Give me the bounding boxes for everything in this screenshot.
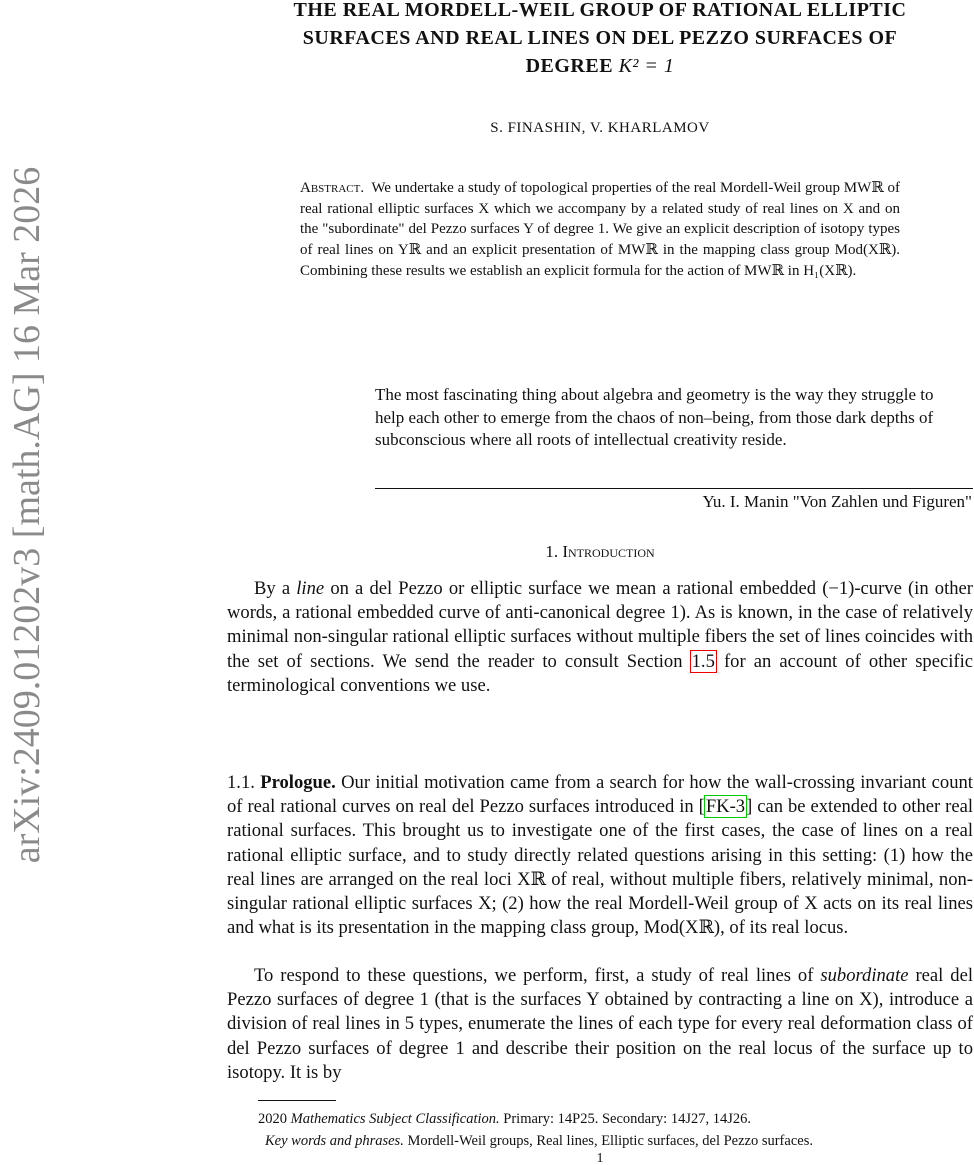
footnote-msc bbox=[258, 1108, 973, 1130]
text: can be extended to other real rational surfaces. This brought us to investigate one of the first cases, the case of lines on a real rational elliptic surface, and to study directly related questions arising in this setting: (1) how the real lines are arranged on the real loci Xℝ of real, without multiple fibers, relatively minimal, non-singular rational elliptic surfaces X; (2) how the real Mordell-Weil group of X acts on its real lines and what is its presentation in the mapping class group, Mod(Xℝ), of its real locus. bbox=[227, 796, 974, 939]
text: To respond to these questions, we perform, first, a study of real lines of bbox=[254, 965, 814, 986]
paragraph bbox=[227, 577, 973, 698]
epigraph-text: The most fascinating thing about algebra and geometry is the way they struggle to help each other to emerge from the chaos of non–being, from those dark depths of subconscious where all roots of intellectual creativity reside. bbox=[375, 385, 934, 449]
arxiv-stamp: arXiv:2409.01202v3 [math.AG] 16 Mar 2026 bbox=[6, 166, 48, 864]
text: Key words and phrases. bbox=[265, 1133, 404, 1149]
text: Mathematics Subject Classification. bbox=[290, 1111, 500, 1127]
text: real del Pezzo surfaces of degree 1 (that is the surfaces Y obtained by contracting a line on X), introduce a division of real lines in 5 types, enumerate the lines of each type for every real deformation class of del Pezzo surfaces of degree 1 and describe their position on the real locus of the surface up to isotopy. It is by bbox=[227, 965, 973, 1083]
paragraph bbox=[227, 964, 973, 1085]
text: on a del Pezzo or elliptic surface we mean a rational embedded (−1)-curve (in other words, a rational embedded curve of anti-canonical degree 1). As is known, in the case of relatively minimal non-singular rational elliptic surfaces without multiple fibers the set of lines coincides with the set of sections. We send the reader to consult Section bbox=[227, 578, 973, 672]
citation-link[interactable]: FK-3 bbox=[705, 796, 746, 818]
paper-title bbox=[227, 0, 973, 80]
epigraph-rule bbox=[375, 488, 973, 489]
title-line: THE REAL MORDELL-WEIL GROUP OF RATIONAL ELLIPTIC bbox=[293, 0, 907, 21]
italic-term: line bbox=[296, 578, 325, 599]
title-text: DEGREE bbox=[525, 55, 614, 77]
text: Mordell-Weil groups, Real lines, Elliptic surfaces, del Pezzo surfaces. bbox=[407, 1133, 813, 1149]
authors: S. FINASHIN, V. KHARLAMOV bbox=[490, 120, 710, 136]
abstract bbox=[300, 178, 900, 282]
text: for an account of other specific terminological conventions we use. bbox=[227, 650, 974, 696]
subsection-title: Prologue. bbox=[260, 772, 336, 793]
section-heading bbox=[227, 542, 973, 562]
abstract-text: We undertake a study of topological properties of the real Mordell-Weil group MWℝ of real rational elliptic surfaces X which we accompany by a related study of real lines on X and on the "subordinate" del Pezzo surfaces Y of degree 1. We give an explicit description of isotopy types of real lines on Yℝ and an explicit presentation of MWℝ in the mapping class group Mod(Xℝ). Combining these results we establish an explicit formula for the action of MWℝ in H₁(Xℝ). bbox=[300, 180, 900, 279]
section-link[interactable]: 1.5 bbox=[691, 650, 715, 672]
italic-term: subordinate bbox=[820, 965, 909, 986]
title-line bbox=[227, 52, 973, 80]
footnote-keywords bbox=[265, 1130, 974, 1152]
title-line: SURFACES AND REAL LINES ON DEL PEZZO SURFACES OF bbox=[302, 27, 898, 49]
text: By a bbox=[254, 578, 291, 599]
title-math: K² = 1 bbox=[618, 55, 675, 77]
section-number: 1. bbox=[545, 542, 559, 561]
text: 2020 bbox=[258, 1111, 287, 1127]
epigraph-attribution: Yu. I. Manin "Von Zahlen und Figuren" bbox=[702, 492, 972, 511]
text: Primary: 14P25. Secondary: 14J27, 14J26. bbox=[503, 1111, 751, 1127]
footnote-rule bbox=[258, 1100, 336, 1101]
paragraph: 1.1. Prologue. Our initial motivation came from a search for how the wall-crossing invariant count of real rational curves on real del Pezzo surfaces introduced in [FK-3] can be extended to other real rational surfaces. This brought us to investigate one of the first cases, the case of lines on a real rational elliptic surface, and to study directly related questions arising in this setting: (1) how the real lines are arranged on the real loci Xℝ of real, without multiple fibers, relatively minimal, non-singular rational elliptic surfaces X; (2) how the real Mordell-Weil group of X acts on its real lines and what is its presentation in the mapping class group, Mod(Xℝ), of its real locus. bbox=[227, 772, 974, 939]
section-title: Introduction bbox=[562, 542, 655, 561]
page-number: 1 bbox=[596, 1151, 604, 1165]
text: Our initial motivation came from a search for how the wall-crossing invariant count of real rational curves on real del Pezzo surfaces introduced in bbox=[227, 772, 973, 818]
abstract-label: Abstract. bbox=[300, 180, 365, 196]
subsection-number: 1.1. bbox=[227, 772, 255, 793]
